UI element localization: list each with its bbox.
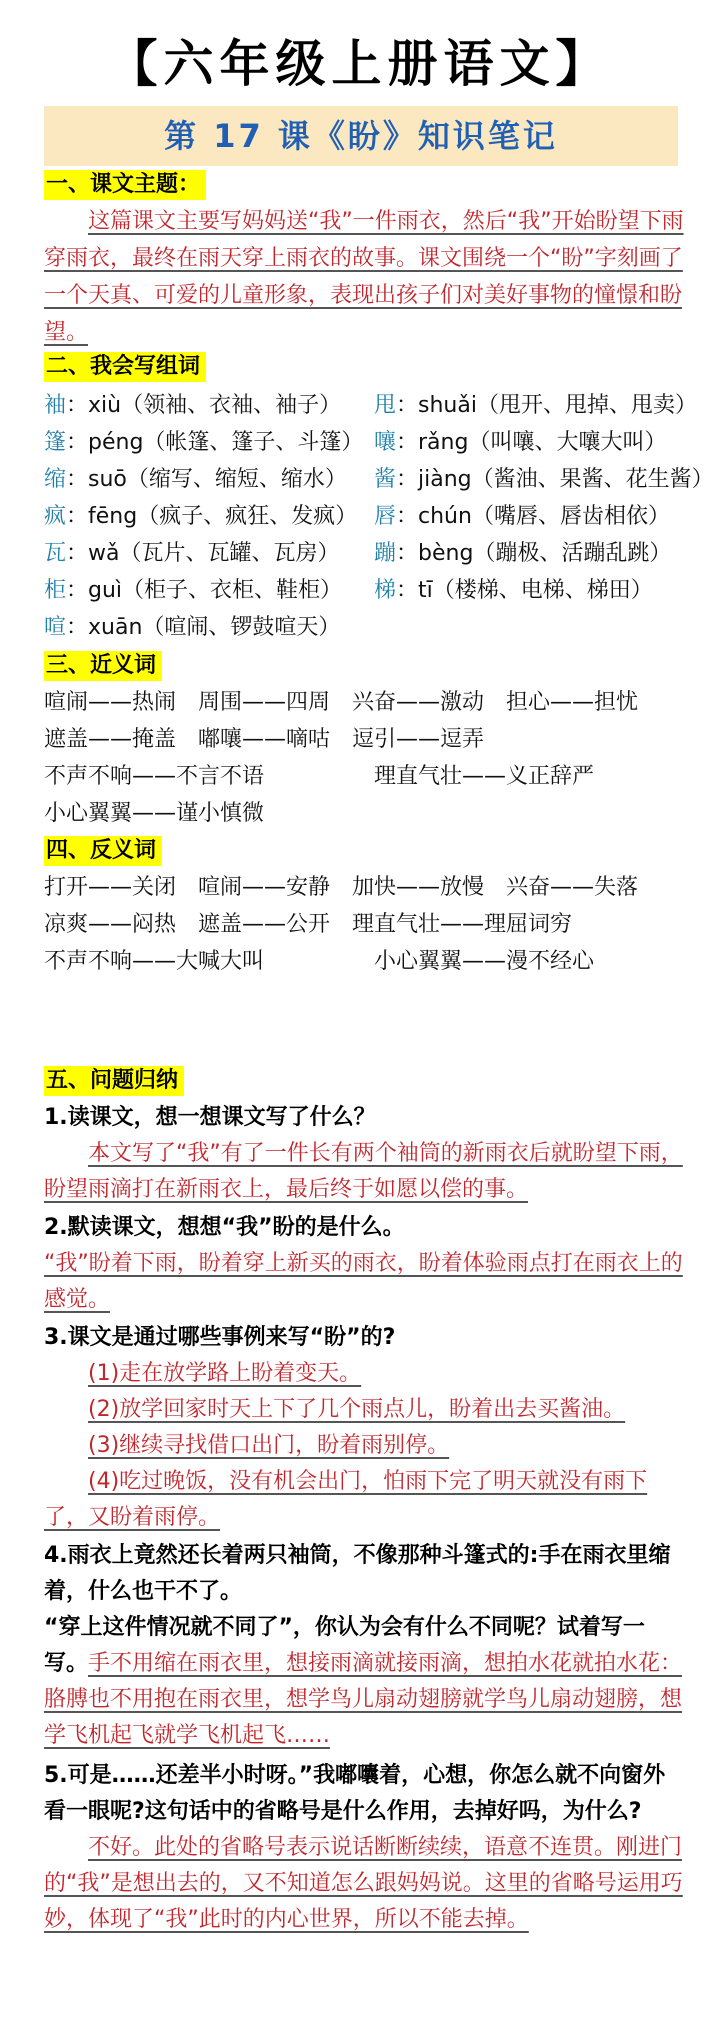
question-5: 5.可是……还差半小时呀。”我嘟囔着，心想，你怎么就不向窗外看一眼呢?这句话中的省略号是什么作用，去掉好吗，为什么?: [44, 1763, 666, 1824]
synonym-line: 不声不响——不言不语 理直气壮——义正辞严: [44, 764, 595, 789]
antonym-line: 不声不响——大喊大叫 小心翼翼——漫不经心: [44, 949, 595, 974]
word-row: 疯：fēng（疯子、疯狂、发疯） 唇：chún（嘴唇、唇齿相依）: [44, 504, 670, 529]
section-heading-antonyms: 四、反义词: [44, 836, 162, 866]
answer-2: “我”盼着下雨，盼着穿上新买的雨衣，盼着体验雨点打在雨衣上的感觉。: [44, 1251, 683, 1312]
question-4-prompt: “穿上这件情况就不同了”，你认为会有什么不同呢？试着写一写。: [44, 1615, 645, 1676]
answer-3-item: (3)继续寻找借口出门，盼着雨别停。: [88, 1433, 450, 1458]
word-row: 柜：guì（柜子、衣柜、鞋柜） 梯：tī（楼梯、电梯、梯田）: [44, 578, 653, 603]
question-4: 4.雨衣上竟然还长着两只袖筒，不像那种斗篷式的:手在雨衣里缩着，什么也干不了。: [44, 1543, 671, 1604]
answer-3-item: (1)走在放学路上盼着变天。: [88, 1361, 362, 1386]
synonym-line: 小心翼翼——谨小慎微: [44, 801, 265, 826]
word-row: 篷：péng（帐篷、篷子、斗篷） 嚷：rǎng（叫嚷、大嚷大叫）: [44, 430, 667, 455]
question-3: 3.课文是通过哪些事例来写“盼”的?: [44, 1325, 396, 1350]
section-heading-words: 二、我会写组词: [44, 352, 206, 382]
theme-paragraph: 这篇课文主要写妈妈送“我”一件雨衣，然后“我”开始盼望下雨穿雨衣，最终在雨天穿上雨衣的故事。课文围绕一个“盼”字刻画了一个天真、可爱的儿童形象，表现出孩子们对美好事物的憧憬和盼望。: [44, 209, 684, 345]
antonym-line: 打开——关闭 喧闹——安静 加快——放慢 兴奋——失落: [44, 875, 639, 900]
word-row: 瓦：wǎ（瓦片、瓦罐、瓦房） 蹦：bèng（蹦极、活蹦乱跳）: [44, 541, 672, 566]
synonym-line: 遮盖——掩盖 嘟嚷——嘀咕 逗引——逗弄: [44, 727, 485, 752]
answer-3-item: (4)吃过晚饭，没有机会出门，怕雨下完了明天就没有雨下了，又盼着雨停。: [44, 1469, 648, 1530]
section-heading-theme: 一、课文主题：: [44, 170, 206, 200]
lesson-banner: 第 17 课《盼》知识笔记: [44, 106, 678, 166]
answer-4: 手不用缩在雨衣里，想接雨滴就接雨滴，想拍水花就拍水花：胳膊也不用抱在雨衣里，想学鸟儿扇动翅膀就学鸟儿扇动翅膀，想学飞机起飞就学飞机起飞……: [44, 1651, 683, 1748]
synonym-line: 喧闹——热闹 周围——四周 兴奋——激动 担心——担忧: [44, 690, 639, 715]
page-title: 【六年级上册语文】: [107, 34, 612, 93]
word-row: 袖：xiù（领袖、衣袖、袖子） 甩：shuǎi（甩开、甩掉、甩卖）: [44, 393, 697, 418]
word-row: 喧：xuān（喧闹、锣鼓喧天）: [44, 615, 341, 640]
answer-5: 不好。此处的省略号表示说话断断续续，语意不连贯。刚进门的“我”是想出去的，又不知道怎么跟妈妈说。这里的省略号运用巧妙，体现了“我”此时的内心世界，所以不能去掉。: [44, 1835, 683, 1932]
question-1: 1.读课文，想一想课文写了什么？: [44, 1105, 376, 1130]
antonym-line: 凉爽——闷热 遮盖——公开 理直气壮——理屈词穷: [44, 912, 573, 937]
answer-1: 本文写了“我”有了一件长有两个袖筒的新雨衣后就盼望下雨，盼望雨滴打在新雨衣上，最后终于如愿以偿的事。: [44, 1141, 683, 1202]
section-heading-questions: 五、问题归纳: [44, 1066, 184, 1096]
question-2: 2.默读课文，想想“我”盼的是什么。: [44, 1215, 405, 1240]
section-heading-synonyms: 三、近义词: [44, 651, 162, 681]
answer-3-item: (2)放学回家时天上下了几个雨点儿，盼着出去买酱油。: [88, 1397, 626, 1422]
word-row: 缩：suō（缩写、缩短、缩水） 酱：jiàng（酱油、果酱、花生酱）: [44, 467, 714, 492]
